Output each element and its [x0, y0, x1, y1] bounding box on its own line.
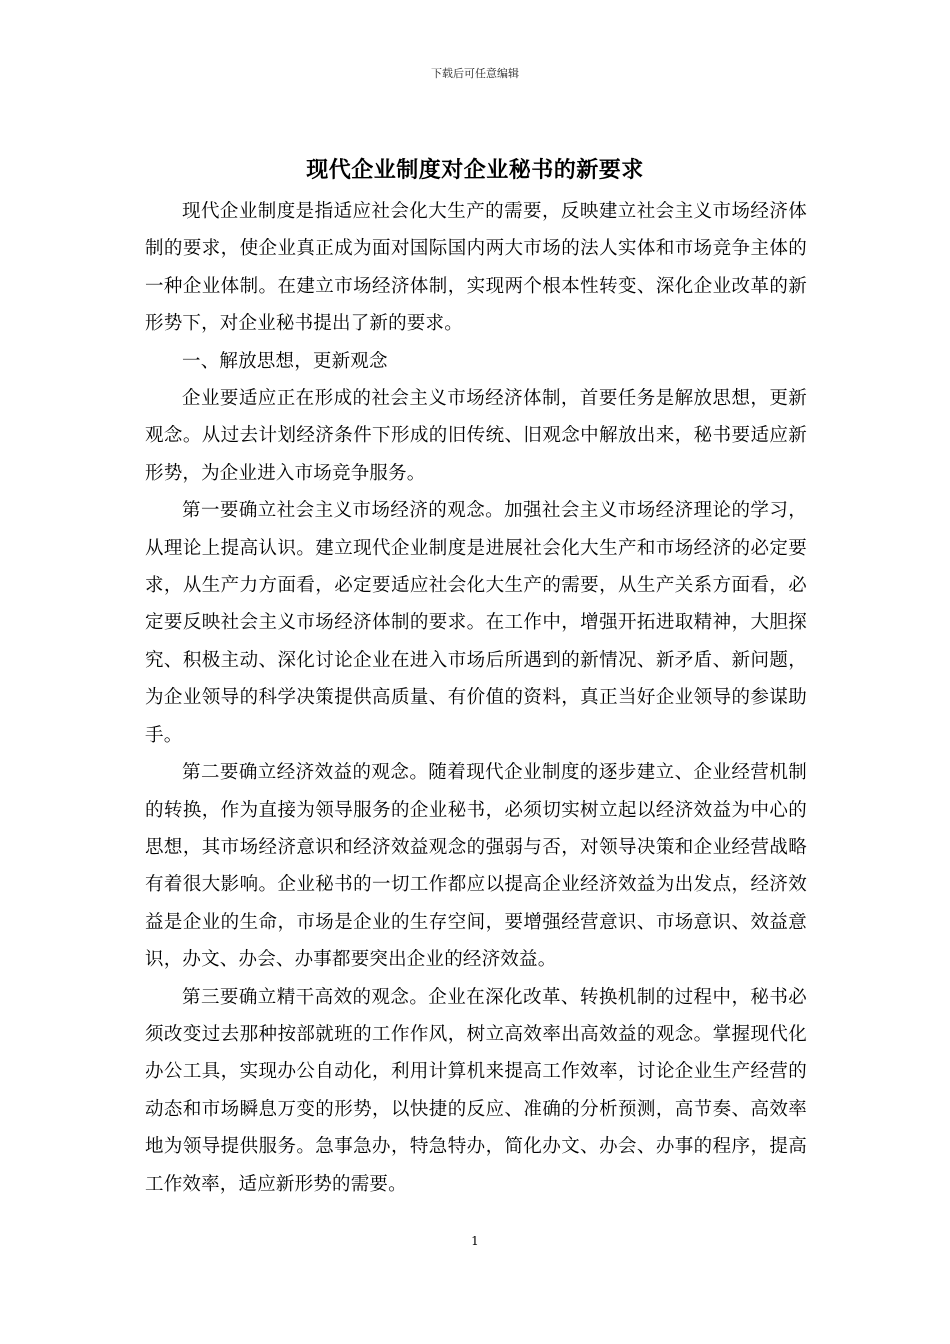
paragraph-section-intro: 企业要适应正在形成的社会主义市场经济体制，首要任务是解放思想，更新观念。从过去计划经济条件下形成的旧传统、旧观念中解放出来，秘书要适应新形势，为企业进入市场竞争服务。 — [145, 388, 807, 484]
paragraph-third-point: 第三要确立精干高效的观念。企业在深化改革、转换机制的过程中，秘书必须改变过去那种按部就班的工作作风，树立高效率出高效益的观念。掌握现代化办公工具，实现办公自动化，利用计算机来提高工作效率，讨论企业生产经营的动态和市场瞬息万变的形势，以快捷的反应、准确的分析预测，高节奏、高效率地为领导提供服务。急事急办，特急特办，简化办文、办会、办事的程序，提高工作效率，适应新形势的需要。 — [145, 986, 807, 1195]
paragraph-first-point: 第一要确立社会主义市场经济的观念。加强社会主义市场经济理论的学习，从理论上提高认识。建立现代企业制度是进展社会化大生产和市场经济的必定要求，从生产力方面看，必定要适应社会化大生产的需要，从生产关系方面看，必定要反映社会主义市场经济体制的要求。在工作中，增强开拓进取精神，大胆探究、积极主动、深化讨论企业在进入市场后所遇到的新情况、新矛盾、新问题，为企业领导的科学决策提供高质量、有价值的资料，真正当好企业领导的参谋助手。 — [145, 500, 807, 746]
page-number: 1 — [471, 1234, 479, 1248]
document-body — [145, 193, 807, 1203]
document-title: 现代企业制度对企业秘书的新要求 — [306, 157, 644, 183]
paragraph-second-point: 第二要确立经济效益的观念。随着现代企业制度的逐步建立、企业经营机制的转换，作为直接为领导服务的企业秘书，必须切实树立起以经济效益为中心的思想，其市场经济意识和经济效益观念的强弱与否，对领导决策和企业经营战略有着很大影响。企业秘书的一切工作都应以提高企业经济效益为出发点，经济效益是企业的生命，市场是企业的生存空间，要增强经营意识、市场意识、效益意识，办文、办会、办事都要突出企业的经济效益。 — [145, 762, 807, 971]
paragraph-intro: 现代企业制度是指适应社会化大生产的需要，反映建立社会主义市场经济体制的要求，使企业真正成为面对国际国内两大市场的法人实体和市场竞争主体的一种企业体制。在建立市场经济体制，实现两个根本性转变、深化企业改革的新形势下，对企业秘书提出了新的要求。 — [145, 201, 807, 335]
section-heading: 一、解放思想，更新观念 — [182, 350, 388, 372]
page-header: 下载后可任意编辑 — [431, 67, 519, 80]
